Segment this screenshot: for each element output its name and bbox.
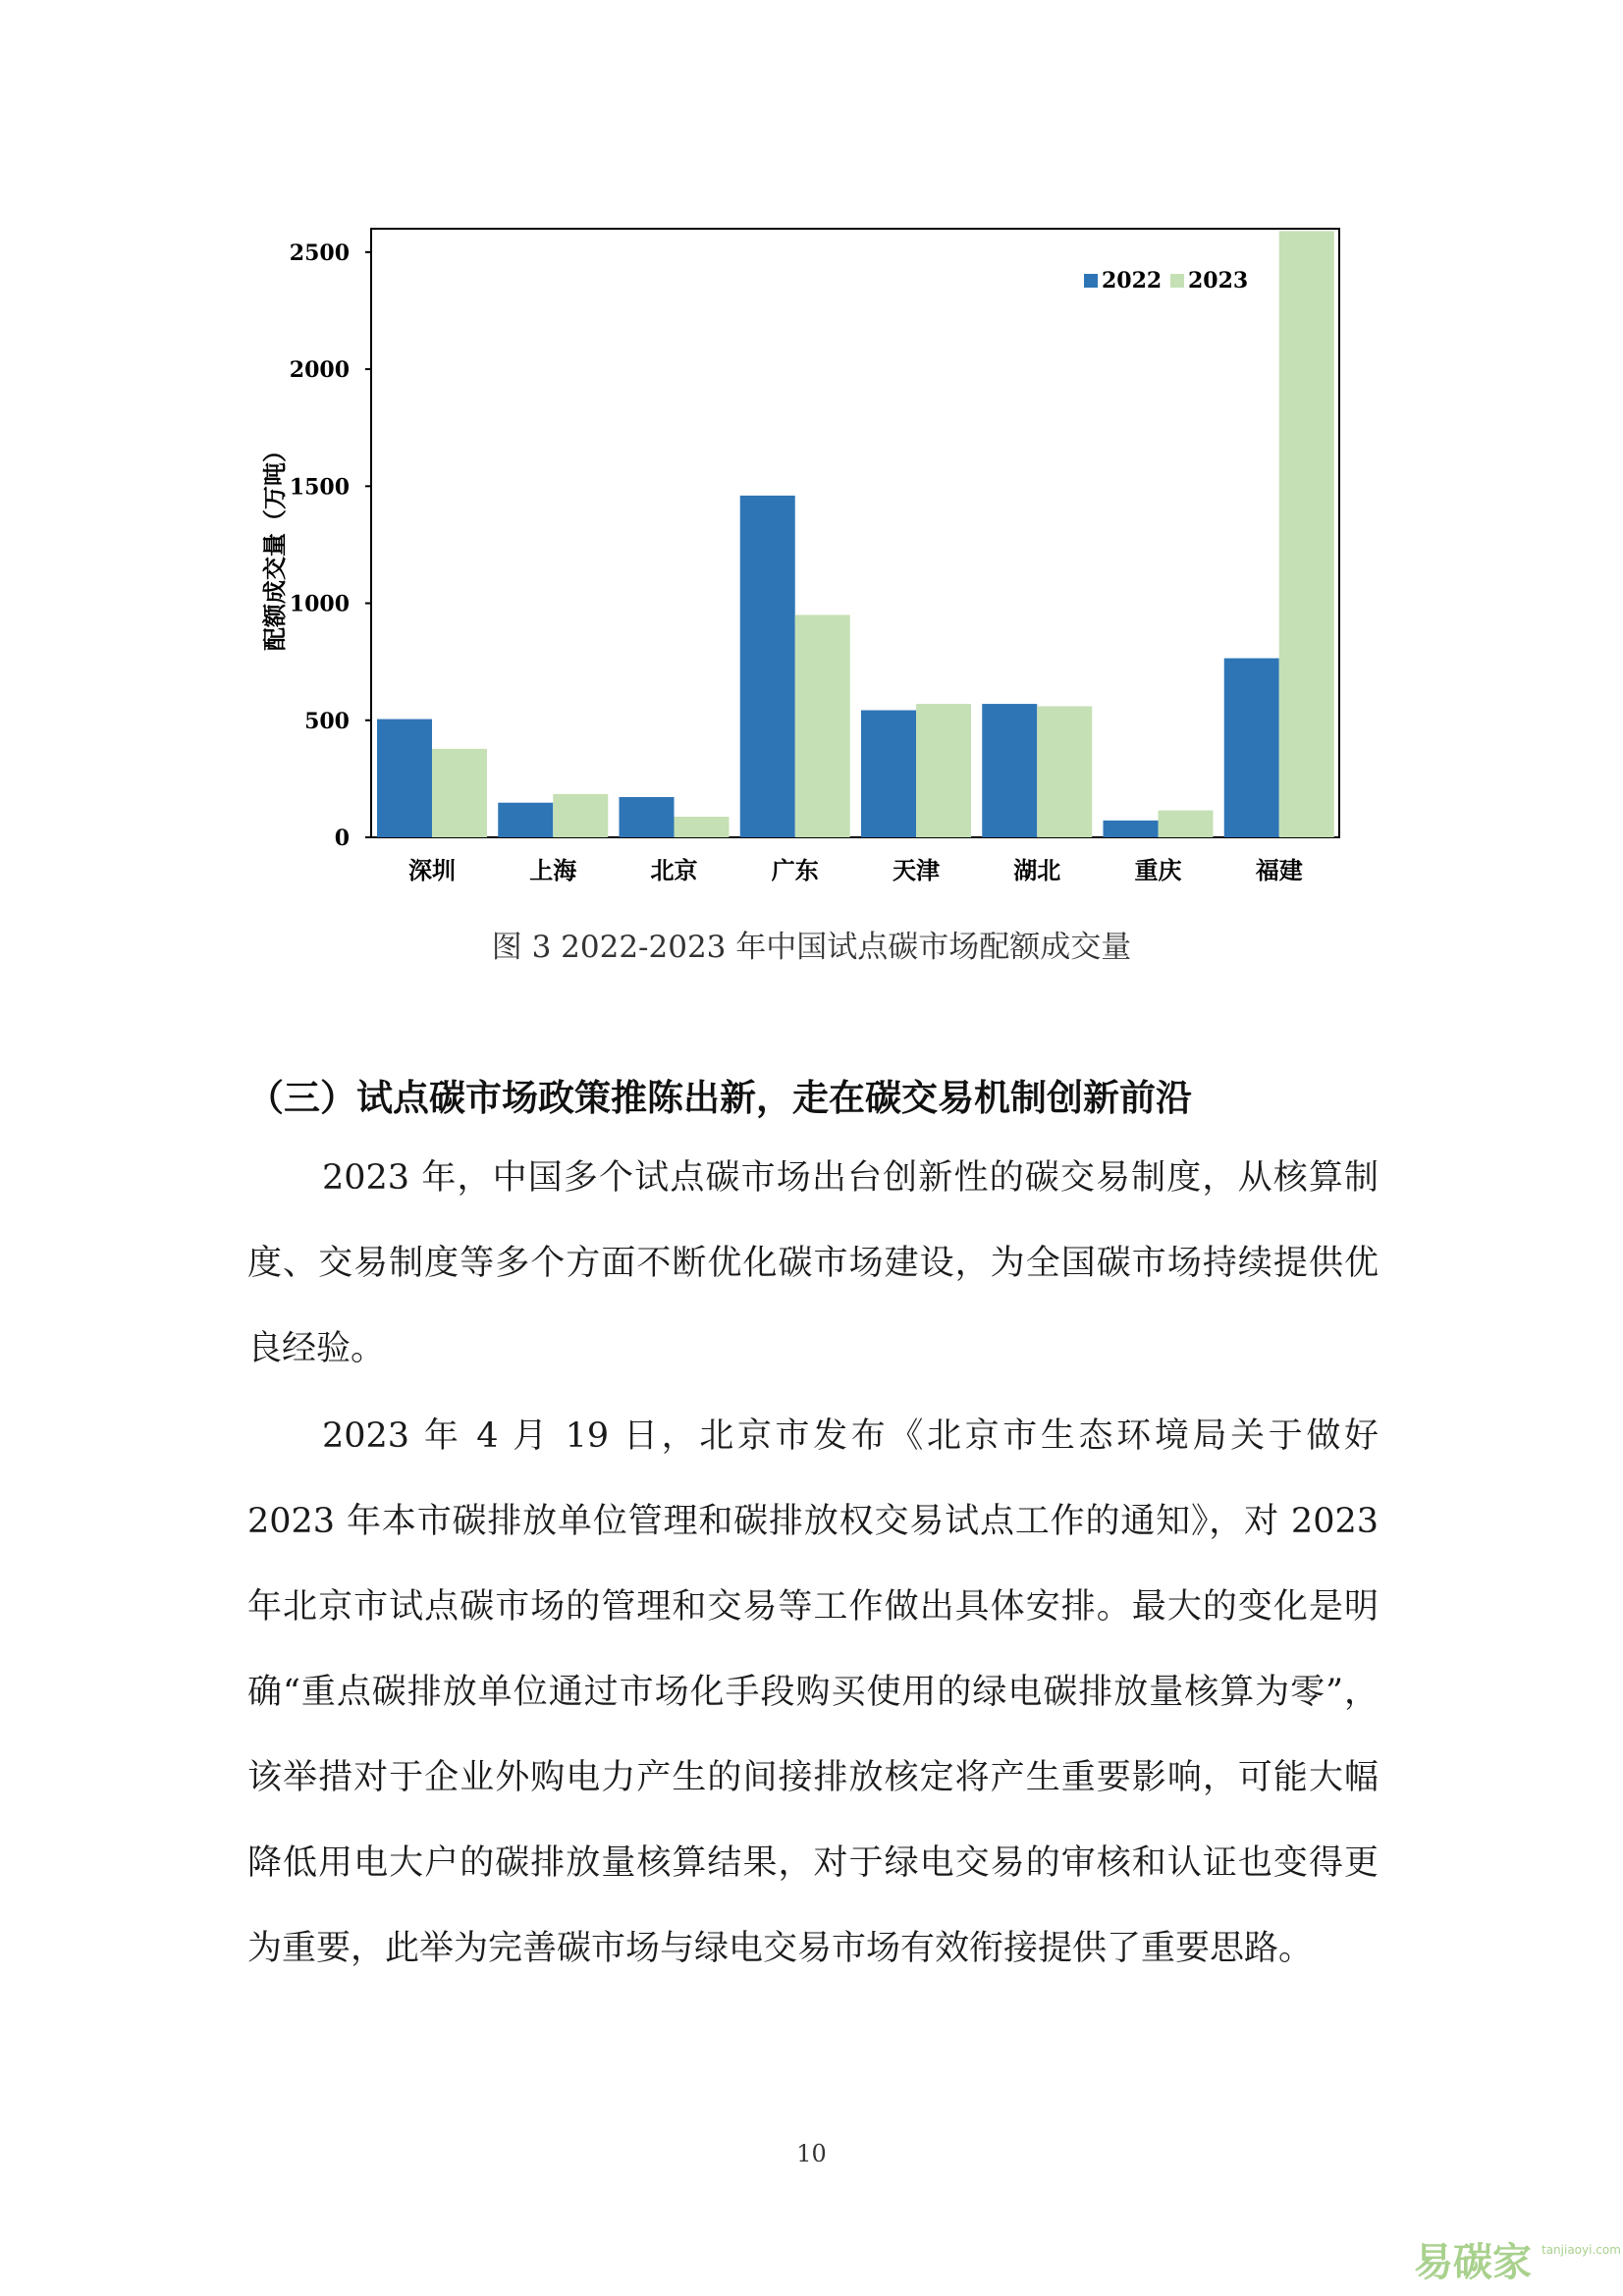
- y-axis-label: 配额成交量（万吨）: [260, 439, 289, 651]
- bar-2022-0: [377, 720, 432, 837]
- watermark-subtext: tanjiaoyi.com: [1542, 2243, 1621, 2257]
- watermark-text: 易碳家: [1414, 2240, 1532, 2285]
- watermark-logo: [1414, 2230, 1621, 2289]
- bar-2022-3: [740, 496, 795, 837]
- section-heading: （三）试点碳市场政策推陈出新，走在碳交易机制创新前沿: [247, 1076, 1192, 1119]
- x-tick-label: 福建: [1255, 857, 1303, 884]
- bar-2022-6: [1104, 821, 1159, 837]
- x-tick-label: 重庆: [1134, 857, 1182, 884]
- y-tick-label: 500: [304, 708, 350, 734]
- legend-swatch: [1170, 274, 1184, 288]
- bar-chart: [0, 0, 1623, 903]
- y-tick-label: 2500: [289, 240, 350, 266]
- bar-2023-2: [675, 817, 730, 837]
- bar-2022-1: [498, 803, 553, 837]
- x-tick-label: 广东: [771, 857, 819, 884]
- y-tick-label: 0: [334, 826, 350, 851]
- bar-2022-7: [1224, 659, 1279, 837]
- bar-2022-5: [982, 704, 1037, 837]
- x-tick-label: 湖北: [1013, 857, 1061, 884]
- page-number: 10: [796, 2140, 827, 2167]
- bar-2023-6: [1159, 811, 1214, 837]
- x-tick-label: 深圳: [408, 857, 456, 884]
- bar-2022-4: [861, 711, 916, 837]
- bar-2023-0: [432, 749, 487, 837]
- bar-2023-7: [1279, 231, 1334, 837]
- legend-label: 2022: [1102, 268, 1163, 294]
- bar-2023-3: [795, 614, 850, 837]
- y-tick-label: 2000: [289, 357, 350, 384]
- x-tick-label: 天津: [893, 857, 940, 884]
- x-tick-label: 北京: [650, 857, 698, 884]
- plot-area: [371, 229, 1339, 837]
- y-tick-label: 1500: [289, 474, 350, 501]
- bar-2023-5: [1037, 706, 1092, 837]
- paragraph-1: 2023 年，中国多个试点碳市场出台创新性的碳交易制度，从核算制度、交易制度等多个方面不断优化碳市场建设，为全国碳市场持续提供优良经验。: [247, 1158, 1379, 1368]
- legend-label: 2023: [1188, 268, 1249, 294]
- x-tick-label: 上海: [529, 857, 577, 884]
- bar-2023-1: [553, 794, 608, 837]
- bar-2022-2: [620, 797, 675, 837]
- figure-caption: 图 3 2022-2023 年中国试点碳市场配额成交量: [491, 930, 1132, 965]
- legend-swatch: [1084, 274, 1098, 288]
- bar-2023-4: [916, 704, 971, 837]
- paragraph-2: 2023 年 4 月 19 日，北京市发布《北京市生态环境局关于做好 2023 年本市碳排放单位管理和碳排放权交易试点工作的通知》，对 2023 年北京市试点碳市场的管理和交易等工作做出具体安排。最大的变化是明确“重点碳排放单位通过市场化手段购买使用的绿电碳排放量核算为零”，该举措对于企业外购电力产生的间接排放核定将产生重要影响，可能大幅降低用电大户的碳排放量核算结果，对于绿电交易的审核和认证也变得更为重要，此举为完善碳市场与绿电交易市场有效衔接提供了重要思路。: [247, 1416, 1379, 1968]
- y-tick-label: 1000: [289, 591, 350, 617]
